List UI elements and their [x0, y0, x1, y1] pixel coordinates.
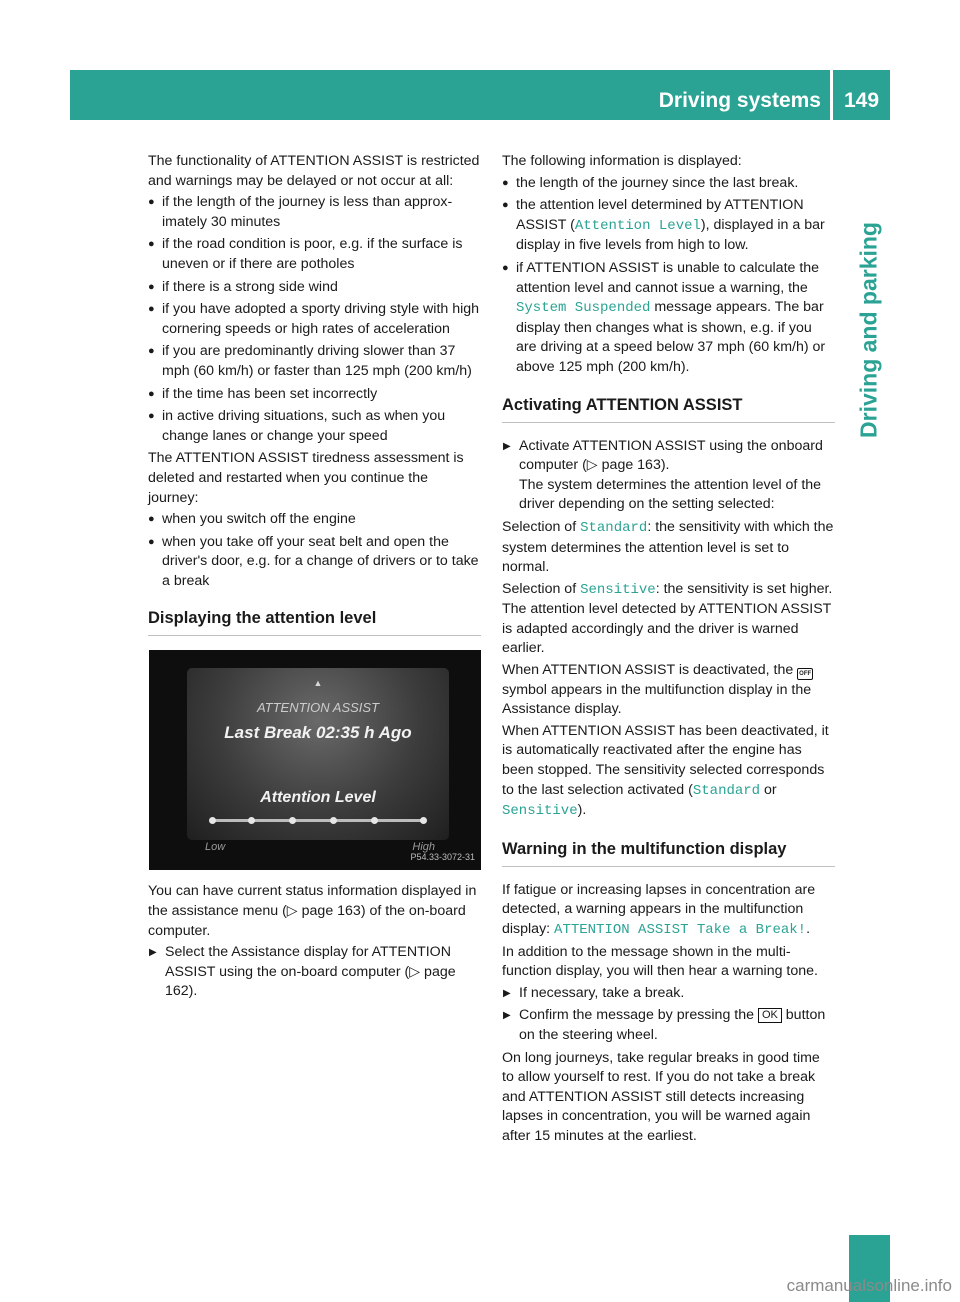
- bullet-icon: ●: [502, 199, 509, 212]
- step-item: ▶ Activate ATTENTION ASSIST using the onboard computer (▷ page 163). The system determines the attention level of the driver depending on the setting selected:: [503, 437, 823, 513]
- bullet-icon: ●: [148, 535, 155, 548]
- step-arrow-icon: ▶: [149, 947, 157, 959]
- list-item: ● the attention level determined by ATTENTION ASSIST (Attention Level), displayed in a bar display in five levels from high to low.: [502, 197, 825, 254]
- heading-warning: Warning in the multifunction display: [502, 837, 835, 867]
- level-dot: [371, 817, 378, 824]
- bullet-icon: ●: [148, 410, 155, 423]
- bullet-icon: ●: [148, 513, 155, 526]
- final-paragraph: On long journeys, take regular breaks in good time to allow yourself to rest. If you do not take a break and ATTENTION ASSIST still detects increasing lapses in concentration, you will be warned again after 15 minutes at the earliest.: [502, 1049, 820, 1144]
- display-message: System Suspended: [516, 300, 651, 317]
- bullet-icon: ●: [148, 238, 155, 251]
- list-item: ● if ATTENTION ASSIST is unable to calculate the attention level and cannot issue a warning, the System Suspended message appears. The bar display then changes what is shown, e.g. if you are driving at a speed below 37 mph (60 km/h) or above 125 mph (200 km/h).: [502, 259, 826, 375]
- info-intro: The following information is displayed:: [502, 153, 742, 169]
- list-item: ● if there is a strong side wind: [148, 278, 481, 298]
- bullet-icon: ●: [502, 176, 509, 189]
- bullet-icon: ●: [148, 196, 155, 209]
- reactivate-paragraph: When ATTENTION ASSIST has been deactivated, it is automatically reactivated after the engine has been stopped. The sensitivity selected corresponds to the last selection activated (Standard or Sensitive).: [502, 722, 829, 820]
- display-title: ATTENTION ASSIST: [256, 700, 380, 716]
- list-item: ● in active driving situations, such as when you change lanes or change your speed: [148, 408, 446, 444]
- step-arrow-icon: ▶: [503, 440, 511, 452]
- display-message: Standard: [580, 519, 648, 536]
- list-item: ● when you take off your seat belt and open the driver's door, e.g. for a change of drivers or to take a break: [148, 533, 479, 589]
- level-dot: [209, 817, 216, 824]
- bullet-icon: ●: [148, 280, 155, 293]
- list-item: ● if the length of the journey is less than approximately 30 minutes: [148, 194, 453, 230]
- attention-assist-display-figure: [149, 650, 481, 870]
- chapter-tab-label: Driving and parking: [855, 222, 882, 438]
- tone-paragraph: In addition to the message shown in the multifunction display, you will then hear a warning tone.: [502, 943, 818, 980]
- right-column: [502, 152, 835, 1149]
- reset-paragraph: The ATTENTION ASSIST tiredness assessment is deleted and restarted when you continue the journey:: [148, 450, 464, 506]
- step-arrow-icon: ▶: [503, 1010, 511, 1022]
- bullet-icon: ●: [148, 387, 155, 400]
- status-paragraph: You can have current status information displayed in the assistance menu (▷ page 163) of the on-board computer.: [148, 883, 477, 939]
- low-label: Low: [205, 841, 226, 854]
- attention-level-label: Attention Level: [260, 789, 376, 807]
- left-column: [148, 152, 481, 1005]
- intro-paragraph: The functionality of ATTENTION ASSIST is restricted and warnings may be delayed or not occur at all:: [148, 153, 480, 189]
- header-divider: [830, 70, 833, 120]
- heading-displaying-attention-level: Displaying the attention level: [148, 606, 481, 636]
- deactivated-paragraph: When ATTENTION ASSIST is deactivated, the OFF symbol appears in the multifunction display in the Assistance display.: [502, 662, 812, 718]
- list-item: ● if the time has been set incorrectly: [148, 385, 481, 405]
- watermark: carmanualsonline.info: [786, 1276, 952, 1295]
- level-dot: [330, 817, 337, 824]
- scroll-up-icon: ▲: [313, 678, 323, 689]
- step-item: ▶ Select the Assistance display for ATTENTION ASSIST using the on-board computer (▷ page 162).: [149, 944, 456, 1000]
- standard-paragraph: Selection of Standard: the sensitivity with which the system determines the attention level is set to normal.: [502, 518, 834, 576]
- list-item: ● if the road condition is poor, e.g. if the surface is uneven or if there are potholes: [148, 236, 463, 272]
- ok-button-icon: OK: [758, 1008, 782, 1023]
- sensitive-paragraph: Selection of Sensitive: the sensitivity is set higher. The attention level detected by ATTENTION ASSIST is adapted accordingly and the driver is warned earlier.: [502, 580, 833, 657]
- level-dot: [248, 817, 255, 824]
- figure-code: P54.33-3072-31: [410, 851, 475, 862]
- attention-assist-off-icon: OFF: [797, 668, 813, 680]
- heading-activating: Activating ATTENTION ASSIST: [502, 393, 835, 423]
- header-bar: [70, 70, 890, 120]
- step-item: ▶ Confirm the message by pressing the OK button on the steering wheel.: [503, 1007, 826, 1043]
- bullet-icon: ●: [502, 261, 509, 274]
- bullet-icon: ●: [148, 345, 155, 358]
- high-label: High: [412, 841, 435, 854]
- list-item: ● if you are predominantly driving slower than 37 mph (60 km/h) or faster than 125 mph (200 km/h): [148, 343, 472, 379]
- display-message: ATTENTION ASSIST Take a Break!: [554, 922, 807, 938]
- level-dot: [289, 817, 296, 824]
- last-break-readout: Last Break 02:35 h Ago: [224, 723, 412, 743]
- display-message: Standard: [692, 782, 761, 799]
- list-item: ● the length of the journey since the last break.: [502, 174, 835, 194]
- warning-paragraph: If fatigue or increasing lapses in concentration are detected, a warning appears in the multifunction display: ATTENTION ASSIST Take a Break!.: [502, 881, 816, 938]
- display-message: Sensitive: [580, 581, 656, 598]
- bullet-icon: ●: [148, 303, 155, 316]
- page-number: 149: [844, 89, 880, 112]
- section-title: Driving systems: [658, 89, 821, 112]
- attention-level-bar: [212, 819, 424, 822]
- display-message: Attention Level: [574, 217, 701, 234]
- display-screen: [187, 668, 449, 854]
- step-item: ▶ If necessary, take a break.: [502, 984, 835, 1004]
- step-arrow-icon: ▶: [503, 987, 511, 999]
- display-message: Sensitive: [502, 803, 578, 820]
- list-item: ● when you switch off the engine: [148, 510, 481, 530]
- list-item: ● if you have adopted a sporty driving style with high cornering speeds or high rates of acceleration: [148, 301, 480, 337]
- level-dot: [420, 817, 427, 824]
